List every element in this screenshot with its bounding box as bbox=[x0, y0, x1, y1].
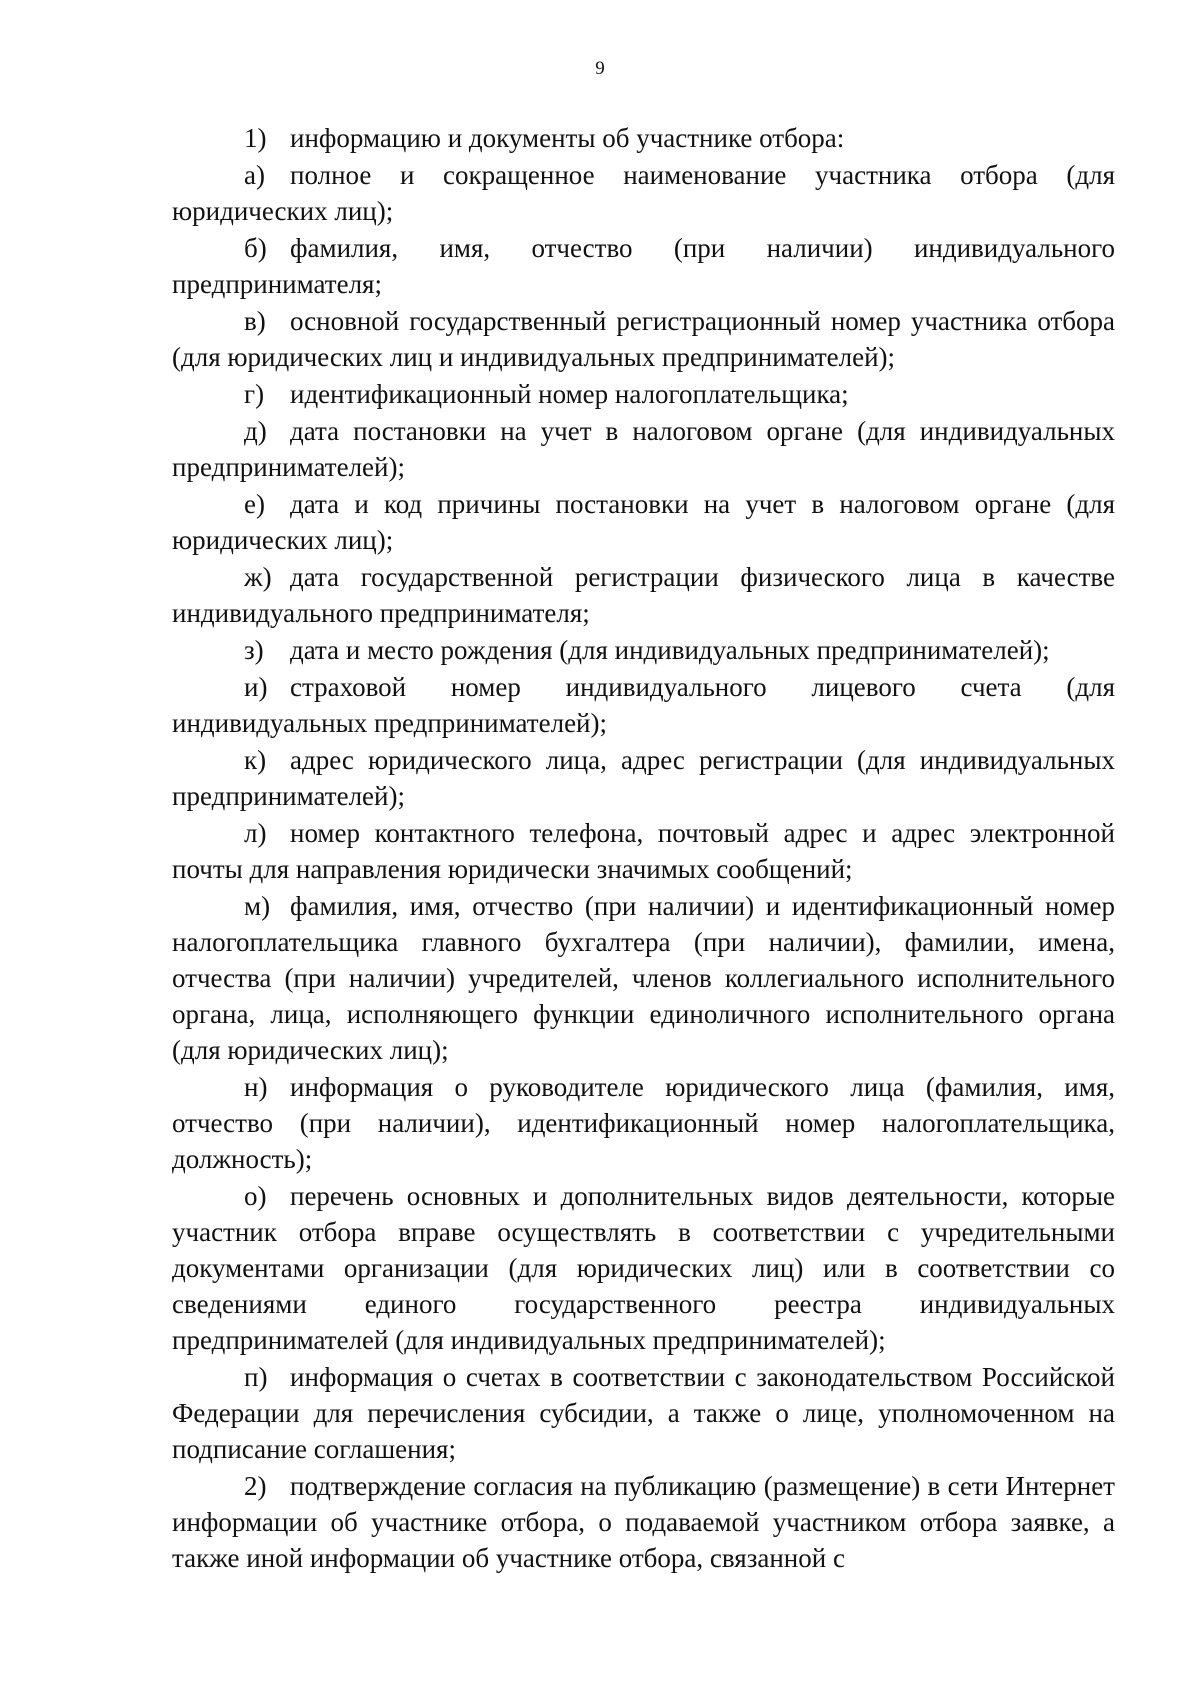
item-text: полное и сокращенное наименование участника отбора (для юридических лиц); bbox=[172, 160, 1115, 226]
item-text: подтверждение согласия на публикацию (размещение) в сети Интернет информации об участнике отбора, о подаваемой участником отбора заявке, а также иной информации об участнике отбора, связанной с bbox=[172, 1471, 1115, 1573]
item-text: информация о счетах в соответствии с законодательством Российской Федерации для перечисления субсидии, а также о лице, уполномоченном на подписание соглашения; bbox=[172, 1362, 1115, 1464]
list-item bbox=[172, 632, 1115, 668]
list-item bbox=[172, 742, 1115, 814]
list-item bbox=[172, 486, 1115, 558]
item-text: фамилия, имя, отчество (при наличии) индивидуального предпринимателя; bbox=[172, 233, 1115, 299]
item-text: информация о руководителе юридического лица (фамилия, имя, отчество (при наличии), идентификационный номер налогоплательщика, должность); bbox=[172, 1072, 1115, 1174]
list-item bbox=[172, 1178, 1115, 1358]
list-item bbox=[172, 888, 1115, 1068]
list-item bbox=[172, 376, 1115, 412]
list-item bbox=[172, 157, 1115, 229]
item-text: номер контактного телефона, почтовый адрес и адрес электронной почты для направления юридически значимых сообщений; bbox=[172, 818, 1115, 884]
page-number: 9 bbox=[595, 58, 605, 79]
item-text: дата и код причины постановки на учет в налоговом органе (для юридических лиц); bbox=[172, 489, 1115, 555]
list-item bbox=[172, 1359, 1115, 1467]
item-marker: и) bbox=[244, 672, 268, 702]
item-text: фамилия, имя, отчество (при наличии) и идентификационный номер налогоплательщика главного бухгалтера (при наличии), фамилии, имена, отчества (при наличии) учредителей, членов коллегиального исполнительного органа, лица, исполняющего функции единоличного исполнительного органа (для юридических лиц); bbox=[172, 891, 1115, 1065]
list-item bbox=[172, 413, 1115, 485]
list-item bbox=[172, 230, 1115, 302]
list-item bbox=[172, 669, 1115, 741]
item-text: страховой номер индивидуального лицевого счета (для индивидуальных предпринимателей); bbox=[172, 672, 1115, 738]
item-marker: в) bbox=[244, 306, 266, 336]
list-item bbox=[172, 559, 1115, 631]
item-marker: п) bbox=[244, 1362, 268, 1392]
item-marker: ж) bbox=[244, 562, 272, 592]
item-text: дата постановки на учет в налоговом органе (для индивидуальных предпринимателей); bbox=[172, 416, 1115, 482]
item-marker: к) bbox=[244, 745, 267, 775]
item-text: перечень основных и дополнительных видов деятельности, которые участник отбора вправе осуществлять в соответствии с учредительными документами организации (для юридических лиц) или в соответствии со сведениями единого государственного реестра индивидуальных предпринимателей (для индивидуальных предпринимателей); bbox=[172, 1181, 1115, 1355]
item-text: дата и место рождения (для индивидуальных предпринимателей); bbox=[290, 635, 1050, 665]
item-marker: з) bbox=[244, 635, 264, 665]
item-marker: 2) bbox=[244, 1471, 267, 1501]
list-item bbox=[172, 303, 1115, 375]
list-item bbox=[172, 120, 1115, 156]
list-item bbox=[172, 815, 1115, 887]
item-marker: л) bbox=[244, 818, 267, 848]
item-marker: д) bbox=[244, 416, 267, 446]
item-marker: о) bbox=[244, 1181, 267, 1211]
item-text: информацию и документы об участнике отбора: bbox=[290, 123, 845, 153]
item-text: адрес юридического лица, адрес регистрации (для индивидуальных предпринимателей); bbox=[172, 745, 1115, 811]
item-text: дата государственной регистрации физического лица в качестве индивидуального предпринимателя; bbox=[172, 562, 1115, 628]
document-body bbox=[172, 120, 1115, 1577]
item-marker: а) bbox=[244, 160, 265, 190]
item-marker: 1) bbox=[244, 123, 267, 153]
item-marker: б) bbox=[244, 233, 267, 263]
item-text: основной государственный регистрационный номер участника отбора (для юридических лиц и индивидуальных предпринимателей); bbox=[172, 306, 1115, 372]
item-text: идентификационный номер налогоплательщика; bbox=[290, 379, 849, 409]
list-item bbox=[172, 1069, 1115, 1177]
item-marker: м) bbox=[244, 891, 271, 921]
item-marker: г) bbox=[244, 379, 265, 409]
item-marker: н) bbox=[244, 1072, 268, 1102]
list-item bbox=[172, 1468, 1115, 1576]
item-marker: е) bbox=[244, 489, 265, 519]
